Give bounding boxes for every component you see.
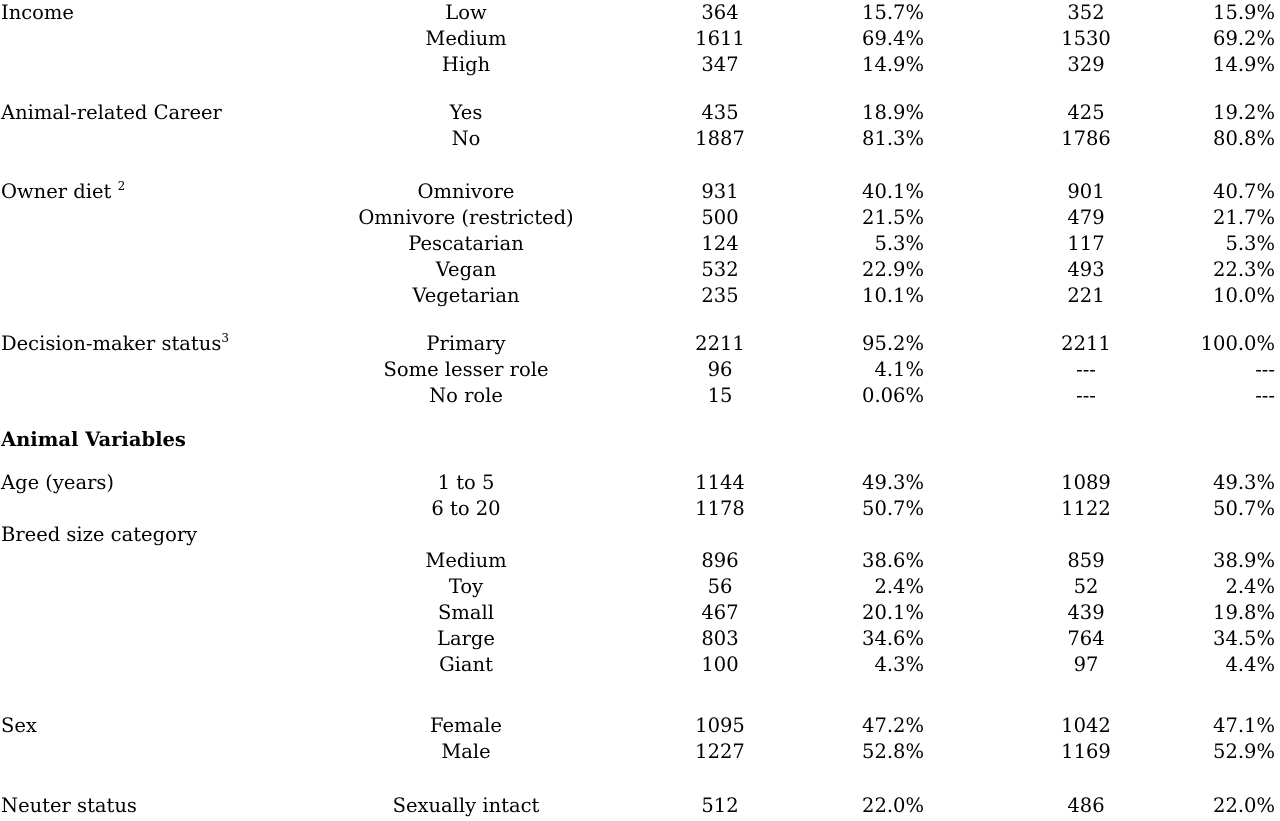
percent-primary-cell (1130, 574, 1275, 600)
table-row (0, 0, 1280, 26)
percent-all-cell-text: 0.06% (862, 384, 924, 407)
table-row (0, 205, 1280, 231)
table-row (0, 713, 1280, 739)
percent-primary-cell-text: 49.3% (1213, 471, 1275, 494)
percent-primary-cell-text: 50.7% (1213, 497, 1275, 520)
table-row (0, 100, 1280, 126)
count-all-cell-text: 1144 (695, 471, 745, 494)
percent-all-cell (780, 357, 924, 383)
count-primary-cell (1046, 652, 1126, 678)
count-primary-cell (1046, 383, 1126, 409)
count-primary-cell (1046, 739, 1126, 765)
percent-primary-cell (1130, 126, 1275, 152)
count-all-cell (680, 427, 760, 453)
count-all-cell (680, 739, 760, 765)
percent-all-cell (780, 496, 924, 522)
count-primary-cell (1046, 357, 1126, 383)
count-primary-cell-text: 439 (1067, 601, 1105, 624)
category-label-text: Toy (448, 575, 484, 598)
count-primary-cell-text: 1786 (1061, 127, 1111, 150)
count-primary-cell (1046, 713, 1126, 739)
table-row (0, 548, 1280, 574)
count-primary-cell (1046, 257, 1126, 283)
count-all-cell (680, 257, 760, 283)
percent-all-cell (780, 793, 924, 819)
count-primary-cell-text: 1089 (1061, 471, 1111, 494)
percent-primary-cell-text: 19.8% (1213, 601, 1275, 624)
footnote-marker: 3 (221, 331, 229, 345)
percent-all-cell-text: 52.8% (862, 740, 924, 763)
count-all-cell-text: 512 (701, 794, 739, 817)
percent-all-cell (780, 205, 924, 231)
count-all-cell-text: 500 (701, 206, 739, 229)
table-row (0, 739, 1280, 765)
count-primary-cell-text: 117 (1067, 232, 1105, 255)
percent-all-cell-text: 38.6% (862, 549, 924, 572)
percent-all-cell (780, 574, 924, 600)
percent-all-cell-text: 95.2% (862, 332, 924, 355)
count-all-cell (680, 574, 760, 600)
percent-all-cell-text: 81.3% (862, 127, 924, 150)
variable-label (1, 100, 222, 126)
percent-primary-cell (1130, 626, 1275, 652)
count-primary-cell-text: 1122 (1061, 497, 1111, 520)
category-label (300, 126, 632, 152)
percent-primary-cell (1130, 231, 1275, 257)
count-all-cell-text: 347 (701, 53, 739, 76)
percent-primary-cell (1130, 470, 1275, 496)
table-row (0, 126, 1280, 152)
percent-primary-cell (1130, 652, 1275, 678)
count-primary-cell (1046, 26, 1126, 52)
count-all-cell (680, 231, 760, 257)
category-label (300, 26, 632, 52)
variable-label-text: Sex (1, 714, 37, 737)
count-all-cell-text: 15 (707, 384, 733, 407)
category-label-text: Primary (426, 332, 506, 355)
percent-primary-cell (1130, 26, 1275, 52)
percent-primary-cell-text: 52.9% (1213, 740, 1275, 763)
count-primary-cell (1046, 179, 1126, 205)
percent-primary-cell-text: 47.1% (1213, 714, 1275, 737)
count-primary-cell-text: 352 (1067, 1, 1105, 24)
percent-all-cell-text: 4.3% (874, 653, 924, 676)
percent-primary-cell (1130, 548, 1275, 574)
percent-primary-cell (1130, 383, 1275, 409)
count-primary-cell-text: 479 (1067, 206, 1105, 229)
count-primary-cell (1046, 231, 1126, 257)
count-primary-cell (1046, 52, 1126, 78)
count-primary-cell-text: 329 (1067, 53, 1105, 76)
percent-all-cell (780, 179, 924, 205)
category-label (300, 652, 632, 678)
section-header-row (0, 427, 1280, 453)
count-all-cell (680, 496, 760, 522)
count-primary-cell (1046, 427, 1126, 453)
percent-all-cell (780, 383, 924, 409)
table-row (0, 257, 1280, 283)
count-primary-cell-text: 764 (1067, 627, 1105, 650)
table-row (0, 652, 1280, 678)
footnote-marker: 2 (117, 179, 126, 193)
table-row (0, 574, 1280, 600)
category-label-text: Large (437, 627, 495, 650)
count-primary-cell-text: --- (1076, 358, 1096, 381)
percent-primary-cell (1130, 52, 1275, 78)
category-label-text: Pescatarian (408, 232, 524, 255)
category-label-text: Medium (425, 549, 507, 572)
category-label-text: Vegan (435, 258, 497, 281)
percent-all-cell-text: 40.1% (862, 180, 924, 203)
percent-primary-cell-text: 10.0% (1213, 284, 1275, 307)
count-primary-cell-text: 493 (1067, 258, 1105, 281)
category-label-text: Female (430, 714, 502, 737)
percent-all-cell-text: 22.9% (862, 258, 924, 281)
variable-label-text: Owner diet (1, 180, 118, 203)
table-row (0, 331, 1280, 357)
count-primary-cell-text: 486 (1067, 794, 1105, 817)
category-label (300, 257, 632, 283)
percent-primary-cell-text: --- (1255, 384, 1275, 407)
percent-primary-cell (1130, 257, 1275, 283)
variable-label-text: Decision-maker status (1, 332, 222, 355)
count-primary-cell (1046, 331, 1126, 357)
percent-all-cell-text: 5.3% (874, 232, 924, 255)
percent-primary-cell-text: 21.7% (1213, 206, 1275, 229)
category-label-text: 1 to 5 (437, 471, 495, 494)
count-primary-cell-text: 859 (1067, 549, 1105, 572)
percent-all-cell (780, 548, 924, 574)
count-all-cell (680, 205, 760, 231)
variable-label (1, 0, 74, 26)
count-primary-cell (1046, 100, 1126, 126)
count-all-cell-text: 1887 (695, 127, 745, 150)
percent-primary-cell (1130, 179, 1275, 205)
variable-label (1, 331, 229, 357)
table-row (0, 522, 1280, 548)
category-label-text: Giant (439, 653, 493, 676)
percent-all-cell (780, 231, 924, 257)
percent-all-cell (780, 652, 924, 678)
percent-all-cell (780, 52, 924, 78)
count-all-cell-text: 532 (701, 258, 739, 281)
count-all-cell (680, 0, 760, 26)
count-primary-cell-text: 901 (1067, 180, 1105, 203)
count-all-cell-text: 435 (701, 101, 739, 124)
percent-primary-cell (1130, 331, 1275, 357)
count-primary-cell-text: 2211 (1061, 332, 1111, 355)
count-primary-cell-text: 425 (1067, 101, 1105, 124)
percent-all-cell-text: 50.7% (862, 497, 924, 520)
category-label-text: Low (445, 1, 487, 24)
percent-all-cell-text: 21.5% (862, 206, 924, 229)
count-all-cell (680, 626, 760, 652)
count-all-cell-text: 100 (701, 653, 739, 676)
count-all-cell-text: 364 (701, 1, 739, 24)
count-all-cell (680, 357, 760, 383)
count-all-cell-text: 2211 (695, 332, 745, 355)
percent-all-cell-text: 4.1% (874, 358, 924, 381)
variable-label (1, 522, 197, 548)
category-label (300, 739, 632, 765)
category-label (300, 548, 632, 574)
category-label (300, 793, 632, 819)
variable-label (1, 179, 125, 205)
count-primary-cell (1046, 205, 1126, 231)
table-row (0, 383, 1280, 409)
count-primary-cell (1046, 548, 1126, 574)
percent-all-cell (780, 522, 924, 548)
count-all-cell (680, 652, 760, 678)
category-label-text: Vegetarian (412, 284, 520, 307)
percent-all-cell-text: 15.7% (862, 1, 924, 24)
category-label (300, 205, 632, 231)
count-primary-cell (1046, 283, 1126, 309)
percent-primary-cell (1130, 100, 1275, 126)
percent-all-cell-text: 47.2% (862, 714, 924, 737)
category-label (300, 52, 632, 78)
count-all-cell (680, 600, 760, 626)
count-primary-cell (1046, 574, 1126, 600)
table-row (0, 496, 1280, 522)
category-label-text: 6 to 20 (431, 497, 501, 520)
category-label (300, 283, 632, 309)
category-label (300, 231, 632, 257)
count-all-cell (680, 126, 760, 152)
category-label-text: Omnivore (restricted) (358, 206, 574, 229)
count-primary-cell (1046, 470, 1126, 496)
percent-primary-cell-text: 40.7% (1213, 180, 1275, 203)
percent-all-cell (780, 739, 924, 765)
count-all-cell-text: 1178 (695, 497, 745, 520)
category-label-text: Male (441, 740, 491, 763)
percent-primary-cell-text: --- (1255, 358, 1275, 381)
percent-primary-cell (1130, 793, 1275, 819)
count-primary-cell-text: 1042 (1061, 714, 1111, 737)
count-all-cell-text: 1095 (695, 714, 745, 737)
category-label-text: No role (429, 384, 503, 407)
percent-primary-cell (1130, 713, 1275, 739)
table-row (0, 600, 1280, 626)
percent-primary-cell-text: 2.4% (1225, 575, 1275, 598)
category-label-text: Omnivore (417, 180, 515, 203)
percent-primary-cell (1130, 739, 1275, 765)
percent-all-cell (780, 0, 924, 26)
category-label-text: Sexually intact (392, 794, 540, 817)
variable-label (1, 470, 114, 496)
percent-primary-cell-text: 69.2% (1213, 27, 1275, 50)
category-label (300, 357, 632, 383)
percent-all-cell (780, 427, 924, 453)
count-all-cell (680, 100, 760, 126)
category-label-text: Medium (425, 27, 507, 50)
count-all-cell (680, 331, 760, 357)
count-all-cell (680, 383, 760, 409)
count-primary-cell-text: 221 (1067, 284, 1105, 307)
count-primary-cell (1046, 626, 1126, 652)
percent-all-cell (780, 470, 924, 496)
count-primary-cell-text: 97 (1073, 653, 1099, 676)
percent-primary-cell-text: 80.8% (1213, 127, 1275, 150)
percent-all-cell-text: 14.9% (862, 53, 924, 76)
percent-all-cell (780, 100, 924, 126)
percent-primary-cell-text: 14.9% (1213, 53, 1275, 76)
count-all-cell-text: 235 (701, 284, 739, 307)
category-label (300, 574, 632, 600)
category-label (300, 600, 632, 626)
variable-label-text: Income (1, 1, 74, 24)
percent-all-cell (780, 283, 924, 309)
variable-label (1, 713, 37, 739)
table-row (0, 179, 1280, 205)
percent-all-cell-text: 2.4% (874, 575, 924, 598)
count-primary-cell (1046, 496, 1126, 522)
table-row (0, 626, 1280, 652)
percent-all-cell (780, 713, 924, 739)
category-label (300, 383, 632, 409)
count-primary-cell-text: --- (1076, 384, 1096, 407)
count-all-cell (680, 522, 760, 548)
count-all-cell (680, 26, 760, 52)
category-label (300, 179, 632, 205)
percent-all-cell (780, 126, 924, 152)
table-row (0, 357, 1280, 383)
table-row (0, 52, 1280, 78)
percent-primary-cell-text: 34.5% (1213, 627, 1275, 650)
count-all-cell-text: 56 (707, 575, 733, 598)
category-label-text: Small (438, 601, 494, 624)
percent-primary-cell (1130, 522, 1275, 548)
count-primary-cell (1046, 126, 1126, 152)
percent-primary-cell (1130, 427, 1275, 453)
count-all-cell (680, 548, 760, 574)
table-row (0, 470, 1280, 496)
percent-primary-cell-text: 100.0% (1200, 332, 1275, 355)
count-primary-cell (1046, 522, 1126, 548)
count-all-cell (680, 713, 760, 739)
percent-primary-cell (1130, 283, 1275, 309)
count-primary-cell-text: 1530 (1061, 27, 1111, 50)
count-all-cell-text: 96 (707, 358, 733, 381)
count-all-cell-text: 931 (701, 180, 739, 203)
percent-primary-cell-text: 15.9% (1213, 1, 1275, 24)
category-label-text: No (451, 127, 481, 150)
percent-primary-cell-text: 22.3% (1213, 258, 1275, 281)
count-all-cell-text: 124 (701, 232, 739, 255)
percent-all-cell (780, 26, 924, 52)
percent-all-cell-text: 10.1% (862, 284, 924, 307)
count-primary-cell (1046, 793, 1126, 819)
count-all-cell (680, 470, 760, 496)
percent-primary-cell (1130, 357, 1275, 383)
category-label (300, 626, 632, 652)
count-all-cell (680, 179, 760, 205)
percent-primary-cell-text: 5.3% (1225, 232, 1275, 255)
category-label-text: Some lesser role (383, 358, 549, 381)
count-all-cell (680, 283, 760, 309)
percent-all-cell-text: 22.0% (862, 794, 924, 817)
category-label (300, 331, 632, 357)
variable-label-text: Animal-related Career (1, 101, 222, 124)
percent-all-cell (780, 331, 924, 357)
category-label (300, 713, 632, 739)
percent-all-cell-text: 34.6% (862, 627, 924, 650)
table-row (0, 793, 1280, 819)
percent-primary-cell-text: 22.0% (1213, 794, 1275, 817)
percent-all-cell (780, 257, 924, 283)
percent-primary-cell-text: 4.4% (1225, 653, 1275, 676)
table-row (0, 231, 1280, 257)
variable-label-text: Animal Variables (1, 428, 186, 451)
percent-primary-cell-text: 19.2% (1213, 101, 1275, 124)
category-label-text: Yes (449, 101, 483, 124)
percent-all-cell-text: 49.3% (862, 471, 924, 494)
count-all-cell-text: 1611 (695, 27, 745, 50)
category-label (300, 470, 632, 496)
percent-all-cell-text: 20.1% (862, 601, 924, 624)
percent-primary-cell (1130, 205, 1275, 231)
variable-label-text: Neuter status (1, 794, 137, 817)
percent-all-cell-text: 18.9% (862, 101, 924, 124)
count-primary-cell-text: 52 (1073, 575, 1099, 598)
percent-primary-cell-text: 38.9% (1213, 549, 1275, 572)
variable-label (1, 427, 186, 453)
count-all-cell-text: 1227 (695, 740, 745, 763)
percent-all-cell (780, 600, 924, 626)
count-primary-cell (1046, 600, 1126, 626)
category-label (300, 522, 632, 548)
percent-primary-cell (1130, 496, 1275, 522)
percent-all-cell (780, 626, 924, 652)
count-primary-cell (1046, 0, 1126, 26)
category-label (300, 0, 632, 26)
variable-label-text: Breed size category (1, 523, 198, 546)
count-all-cell-text: 896 (701, 549, 739, 572)
category-label (300, 496, 632, 522)
percent-all-cell-text: 69.4% (862, 27, 924, 50)
category-label-text: High (441, 53, 491, 76)
category-label (300, 100, 632, 126)
variable-label-text: Age (years) (1, 471, 115, 494)
percent-primary-cell (1130, 600, 1275, 626)
count-all-cell-text: 467 (701, 601, 739, 624)
count-all-cell (680, 52, 760, 78)
percent-primary-cell (1130, 0, 1275, 26)
count-all-cell (680, 793, 760, 819)
table-row (0, 26, 1280, 52)
count-primary-cell-text: 1169 (1061, 740, 1111, 763)
variable-label (1, 793, 137, 819)
category-label (300, 427, 632, 453)
table-row (0, 283, 1280, 309)
count-all-cell-text: 803 (701, 627, 739, 650)
